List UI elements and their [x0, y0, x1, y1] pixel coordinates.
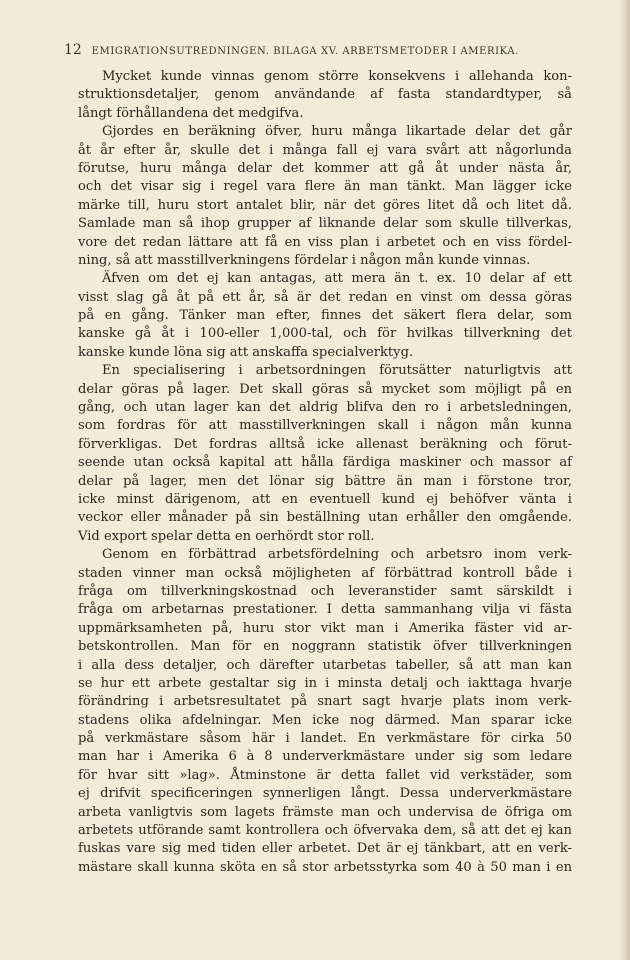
text-line: mästare skall kunna sköta en så stor arbetsstyrka som 40 à 50 man i en: [78, 859, 572, 875]
text-line: veckor eller månader på sin beställning utan erhåller den omgående.: [78, 510, 572, 526]
text-line: Samlade man så ihop grupper af liknande delar som skulle tillverkas,: [78, 216, 572, 232]
body-text: [78, 68, 572, 877]
text-line: delar på lager, men det lönar sig bättre än man i förstone tror,: [78, 473, 572, 489]
text-line: i alla dess detaljer, och därefter utarbetas tabeller, så att man kan: [78, 657, 572, 673]
text-line: fuskas vare sig med tiden eller arbetet. Det är ej tänkbart, att en verk-: [78, 841, 572, 857]
text-line: gång, och utan lager kan det aldrig blifva den ro i arbetsledningen,: [78, 400, 572, 416]
text-line: delar göras på lager. Det skall göras så mycket som möjligt på en: [78, 381, 572, 397]
text-line: Mycket kunde vinnas genom större konsekvens i allehanda kon-: [102, 69, 572, 84]
text-line: struktionsdetaljer, genom användande af fasta standardtyper, så: [78, 87, 572, 103]
text-line: ej drifvit specificeringen synnerligen långt. Dessa underverkmästare: [78, 786, 572, 802]
text-line: kanske kunde löna sig att anskaffa specialverktyg.: [78, 344, 414, 360]
running-header: [64, 42, 572, 58]
text-line: ning, så att masstillverkningens fördelar i någon mån kunde vinnas.: [78, 252, 531, 268]
text-line: uppmärksamheten på, huru stor vikt man i Amerika fäster vid ar-: [78, 620, 572, 636]
text-line: staden vinner man också möjligheten af förbättrad kontroll både i: [78, 565, 572, 581]
text-line: förverkligas. Det fordras alltså icke allenast beräkning och förut-: [78, 436, 572, 452]
text-line: icke minst därigenom, att en eventuell kund ej behöfver vänta i: [78, 491, 572, 507]
text-line: vore det redan lättare att få en viss plan i arbetet och en viss fördel-: [78, 234, 572, 250]
text-line: Genom en förbättrad arbetsfördelning och arbetsro inom verk-: [102, 547, 572, 563]
text-line: åt år efter år, skulle det i många fall ej vara svårt att någorlunda: [78, 142, 572, 158]
text-line: på en gång. Tänker man efter, finnes det säkert flera delar, som: [78, 308, 572, 324]
text-line: fråga om tillverkningskostnad och leveranstider samt särskildt i: [78, 583, 572, 599]
page-number: 12: [64, 42, 82, 58]
text-line: seende utan också kapital att hålla färdiga maskiner och massor af: [78, 455, 572, 471]
text-line: och det visar sig i regel vara flere än man tänkt. Man lägger icke: [78, 179, 572, 195]
text-line: betskontrollen. Man för en noggrann statistik öfver tillverkningen: [78, 639, 572, 655]
text-line: förändring i arbetsresultatet på snart sagt hvarje plats inom verk-: [78, 694, 572, 710]
text-line: arbeta vanligtvis som lagets främste man och undervisa de öfriga om: [78, 804, 572, 820]
text-line: visst slag gå åt på ett år, så är det redan en vinst om dessa göras: [78, 289, 572, 305]
text-line: på verkmästare såsom här i landet. En verkmästare för cirka 50: [78, 731, 572, 747]
text-line: kanske gå åt i 100-eller 1,000-tal, och för hvilkas tillverkning det: [78, 326, 572, 342]
text-line: En specialisering i arbetsordningen förutsätter naturligtvis att: [102, 363, 572, 379]
text-line: fråga om arbetarnas prestationer. I detta sammanhang vilja vi fästa: [78, 602, 572, 618]
text-line: man har i Amerika 6 à 8 underverkmästare under sig som ledare: [78, 749, 572, 765]
text-line: som fordras för att masstillverkningen skall i någon mån kunna: [78, 418, 572, 434]
text-line: märke till, huru stort antalet blir, när det göres litet då och litet då.: [78, 197, 572, 213]
text-line: stadens olika afdelningar. Men icke nog därmed. Man sparar icke: [78, 712, 572, 728]
text-line: Gjordes en beräkning öfver, huru många likartade delar det går: [102, 124, 572, 140]
text-line: förutse, huru många delar det kommer att gå åt under nästa år,: [78, 160, 572, 176]
text-line: se hur ett arbete gestaltar sig in i minsta detalj och iakttaga hvarje: [78, 675, 572, 691]
text-line: Vid export spelar detta en oerhördt stor roll.: [78, 528, 375, 544]
text-line: för hvar sitt »lag». Åtminstone är detta fallet vid verkstäder, som: [78, 767, 572, 783]
text-line: långt förhållandena det medgifva.: [78, 105, 304, 121]
running-title: EMIGRATIONSUTREDNINGEN. BILAGA XV. ARBETSMETODER I AMERIKA.: [91, 46, 519, 57]
text-line: Äfven om det ej kan antagas, att mera än t. ex. 10 delar af ett: [102, 271, 572, 287]
page-edge-shadow: [620, 0, 630, 960]
text-line: arbetets utförande samt kontrollera och öfvervaka dem, så att det ej kan: [78, 823, 572, 839]
